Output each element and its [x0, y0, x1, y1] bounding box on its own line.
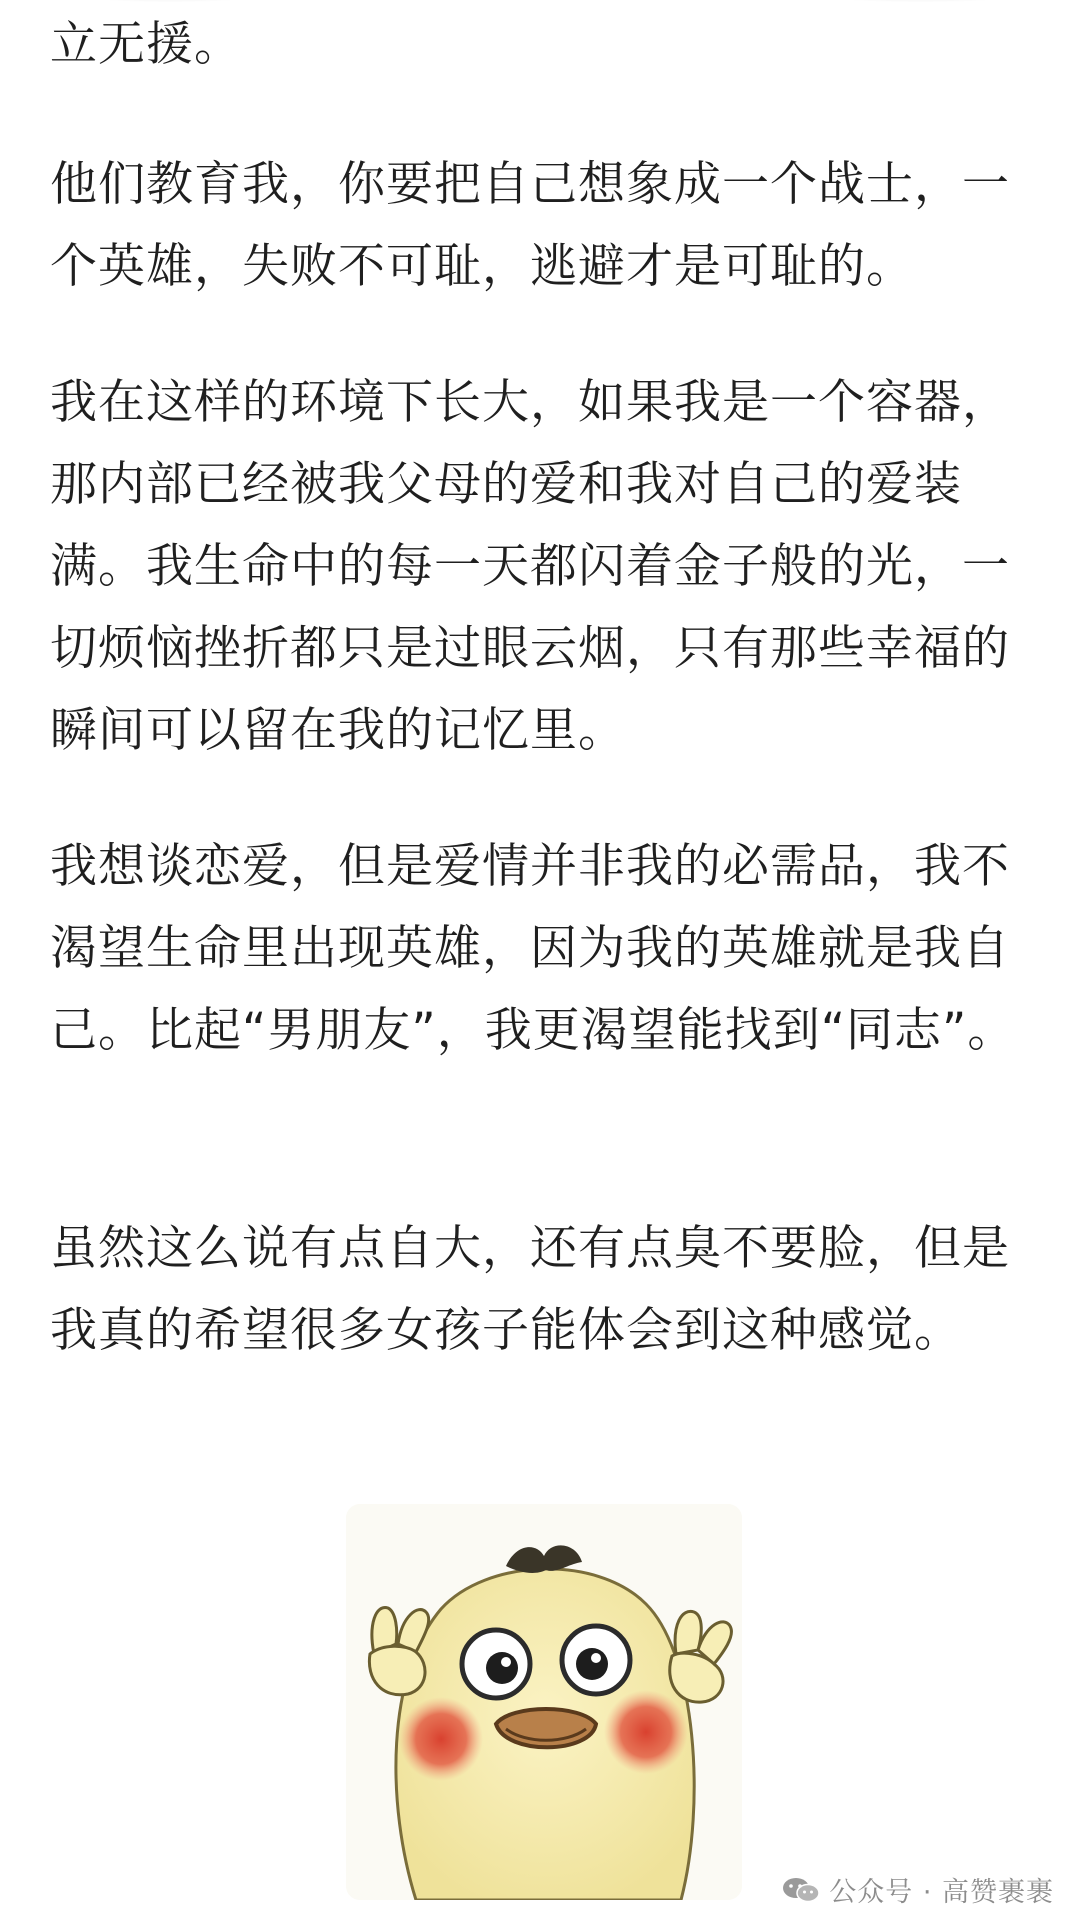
chick-sticker-illustration [346, 1504, 742, 1900]
watermark [781, 1870, 1054, 1909]
shadow-blob-right [800, 0, 1040, 2]
paragraph-5: 虽然这么说有点自大，还有点臭不要脸，但是我真的希望很多女孩子能体会到这种感觉。 [50, 1221, 1010, 1358]
wechat-official-account-icon [781, 1876, 821, 1904]
watermark-text: 公众号 · 高赞裹裹 [829, 1877, 1054, 1908]
sticker-image [346, 1504, 742, 1900]
shadow-blob-left [60, 0, 280, 2]
paragraph-1: 立无援。 [50, 17, 242, 72]
paragraph-3: 我在这样的环境下长大，如果我是一个容器，那内部已经被我父母的爱和我对自己的爱装满。我生命中的每一天都闪着金子般的光，一切烦恼挫折都只是过眼云烟，只有那些幸福的瞬间可以留在我的记忆里。 [50, 375, 1010, 758]
paragraph-4: 我想谈恋爱，但是爱情并非我的必需品，我不渴望生命里出现英雄，因为我的英雄就是我自己。比起“男朋友”，我更渴望能找到“同志”。 [50, 839, 1016, 1058]
paragraph-2: 他们教育我，你要把自己想象成一个战士，一个英雄，失败不可耻，逃避才是可耻的。 [50, 157, 1010, 294]
